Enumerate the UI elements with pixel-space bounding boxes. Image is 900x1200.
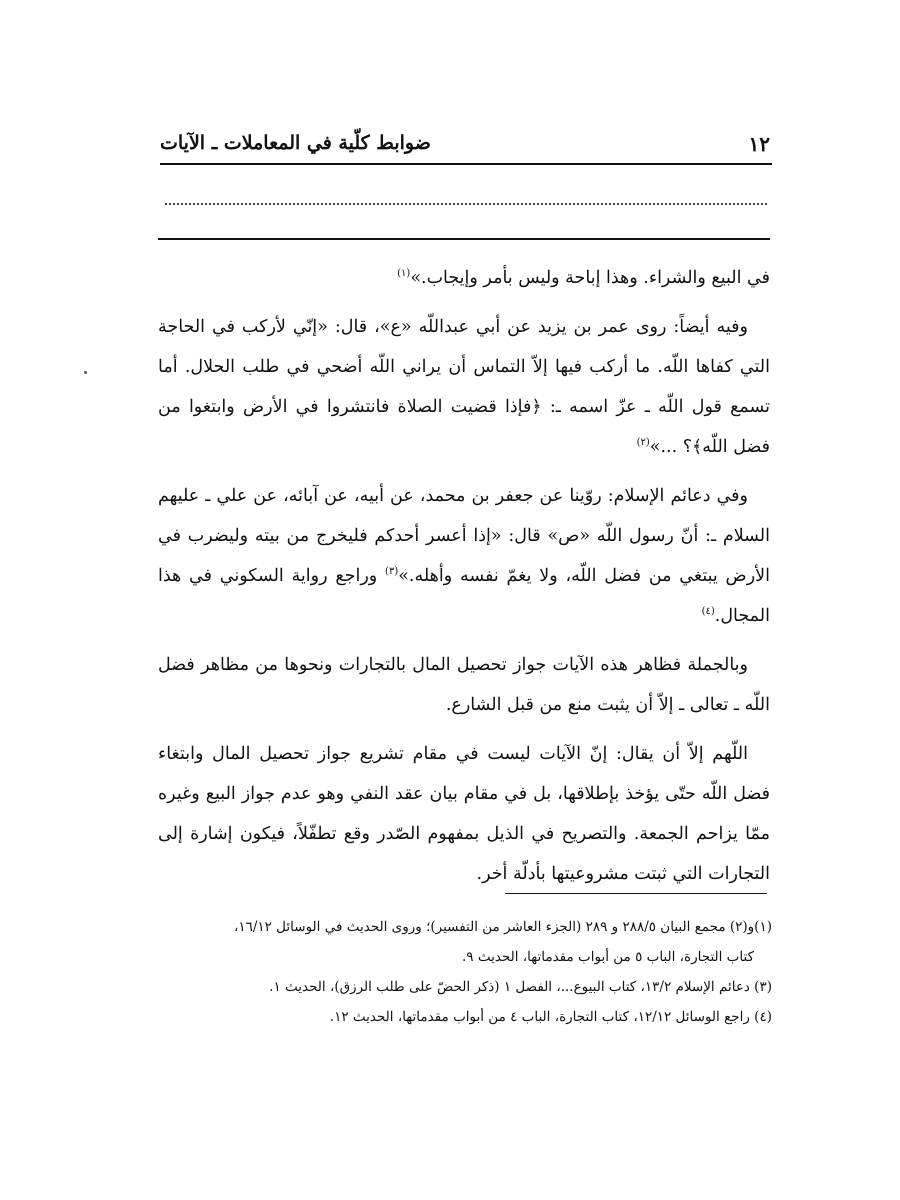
section-rule [158,238,770,240]
footnote-1: (١)و(٢) مجمع البيان ٢٨٨/٥ و ٢٨٩ (الجزء العاشر من التفسير)؛ وروى الحديث في الوسائل ١٦/١٢، [233,919,772,935]
paragraph-3-continuation: وراجع رواية السكوني في هذا المجال. [158,566,770,626]
footnote-ref-2: (٢) [636,437,650,449]
paragraph-2-text: وفيه أيضاً: روى عمر بن يزيد عن أبي عبداللّه «ع»، قال: «إنّي لأركب في الحاجة التي كفاها اللّه. ما أركب فيها إلاّ التماس أن يراني اللّه أضحي في طلب الحلال. أما تسمع قول اللّه ـ عزّ اسمه ـ: ﴿فإذا قضيت الصلاة فانتشروا في الأرض وابتغوا من فضل اللّه﴾؟ ...» [158,317,770,457]
footnotes [158,912,772,1032]
paragraph-1 [158,258,770,298]
header-rule [160,163,772,165]
paragraph-5: اللّهم إلاّ أن يقال: إنّ الآيات ليست في مقام تشريع جواز تحصيل المال وابتغاء فضل اللّه حتّى يؤخذ بإطلاقها، بل في مقام بيان عقد النفي وهو عدم جواز البيع وغيره ممّا يزاحم الجمعة. والتصريح في الذيل بمفهوم الصّدر وقع تطفّلاً، فيكون إشارة إلى التجارات التي ثبتت مشروعيتها بأدلّة أخر. [158,744,770,884]
running-title: ضوابط كلّية في المعاملات ـ الآيات [160,132,431,154]
dotted-separator [165,203,767,205]
main-text [158,258,770,894]
footnote-1-continuation: كتاب التجارة، الباب ٥ من أبواب مقدماتها، الحديث ٩. [461,949,754,965]
paragraph-3 [158,476,770,636]
footnote-ref-3: (٣) [385,566,399,578]
margin-mark [84,371,87,374]
footnote-rule [505,893,767,894]
paragraph-4: وبالجملة فظاهر هذه الآيات جواز تحصيل المال بالتجارات ونحوها من مظاهر فضل اللّه ـ تعالى ـ إلاّ أن يثبت منع من قبل الشارع. [158,655,770,715]
page-number: ١٢ [748,132,770,156]
paragraph-2 [158,307,770,467]
footnote-4: (٤) راجع الوسائل ١٢/١٢، كتاب التجارة، الباب ٤ من أبواب مقدماتها، الحديث ١٢. [329,1009,772,1025]
footnote-3: (٣) دعائم الإسلام ١٣/٢، كتاب البيوع...، الفصل ١ (ذكر الحضّ على طلب الرزق)، الحديث ١. [269,979,772,995]
paragraph-1-text: في البيع والشراء. وهذا إباحة وليس بأمر وإيجاب.» [410,268,770,288]
footnote-ref-4: (٤) [701,606,715,618]
page-header [160,128,772,162]
footnote-ref-1: (١) [397,268,411,280]
paragraph-3-text: وفي دعائم الإسلام: روّينا عن جعفر بن محمد، عن أبيه، عن آبائه، عن علي ـ عليهم السلام ـ: أنّ رسول اللّه «ص» قال: «إذا أعسر أحدكم فليخرج من بيته وليضرب في الأرض يبتغي من فضل اللّه، ولا يغمّ نفسه وأهله.» [158,486,770,586]
